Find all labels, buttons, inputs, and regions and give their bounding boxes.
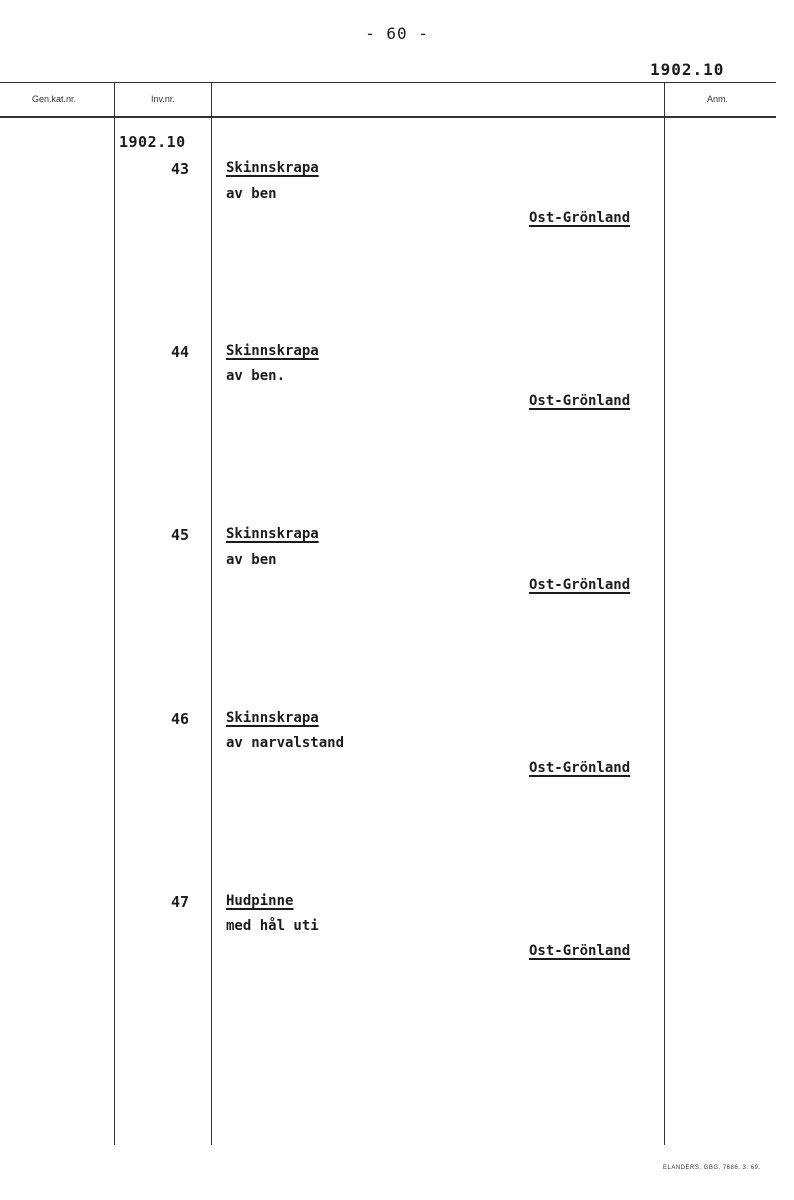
header-accession-number: 1902.10: [650, 60, 725, 79]
object-name: Skinnskrapa: [226, 710, 319, 726]
object-description: av narvalstand: [226, 735, 345, 751]
object-place: Ost-Grönland: [529, 393, 631, 409]
inventory-number: 44: [170, 343, 189, 361]
object-description: av ben: [226, 186, 277, 202]
series-number: 1902.10: [119, 133, 186, 151]
column-header-gen-kat-nr: Gen.kat.nr.: [32, 94, 77, 104]
object-place: Ost-Grönland: [529, 760, 631, 776]
printer-imprint: ELANDERS. GBG. 7686. 3. 69.: [663, 1165, 761, 1171]
column-header-anm: Anm.: [707, 94, 729, 104]
object-name: Hudpinne: [226, 893, 294, 909]
object-description: med hål uti: [226, 918, 319, 934]
object-description: av ben.: [226, 368, 286, 384]
object-place: Ost-Grönland: [529, 210, 631, 226]
object-place: Ost-Grönland: [529, 943, 631, 959]
object-name: Skinnskrapa: [226, 343, 319, 359]
inventory-number: 43: [170, 160, 189, 178]
object-name: Skinnskrapa: [226, 526, 319, 542]
inventory-number: 46: [170, 710, 189, 728]
object-place: Ost-Grönland: [529, 577, 631, 593]
object-name: Skinnskrapa: [226, 160, 319, 176]
column-divider-desc-anm: [664, 82, 665, 1145]
inventory-number: 47: [170, 893, 189, 911]
column-header-inv-nr: Inv.nr.: [151, 94, 175, 104]
object-description: av ben: [226, 552, 277, 568]
header-top-rule: [0, 82, 776, 83]
inventory-number: 45: [170, 526, 189, 544]
column-divider-gen-inv: [114, 82, 115, 1145]
header-bottom-rule: [0, 116, 776, 118]
page-number: - 60 -: [365, 24, 429, 43]
column-divider-inv-desc: [211, 82, 212, 1145]
